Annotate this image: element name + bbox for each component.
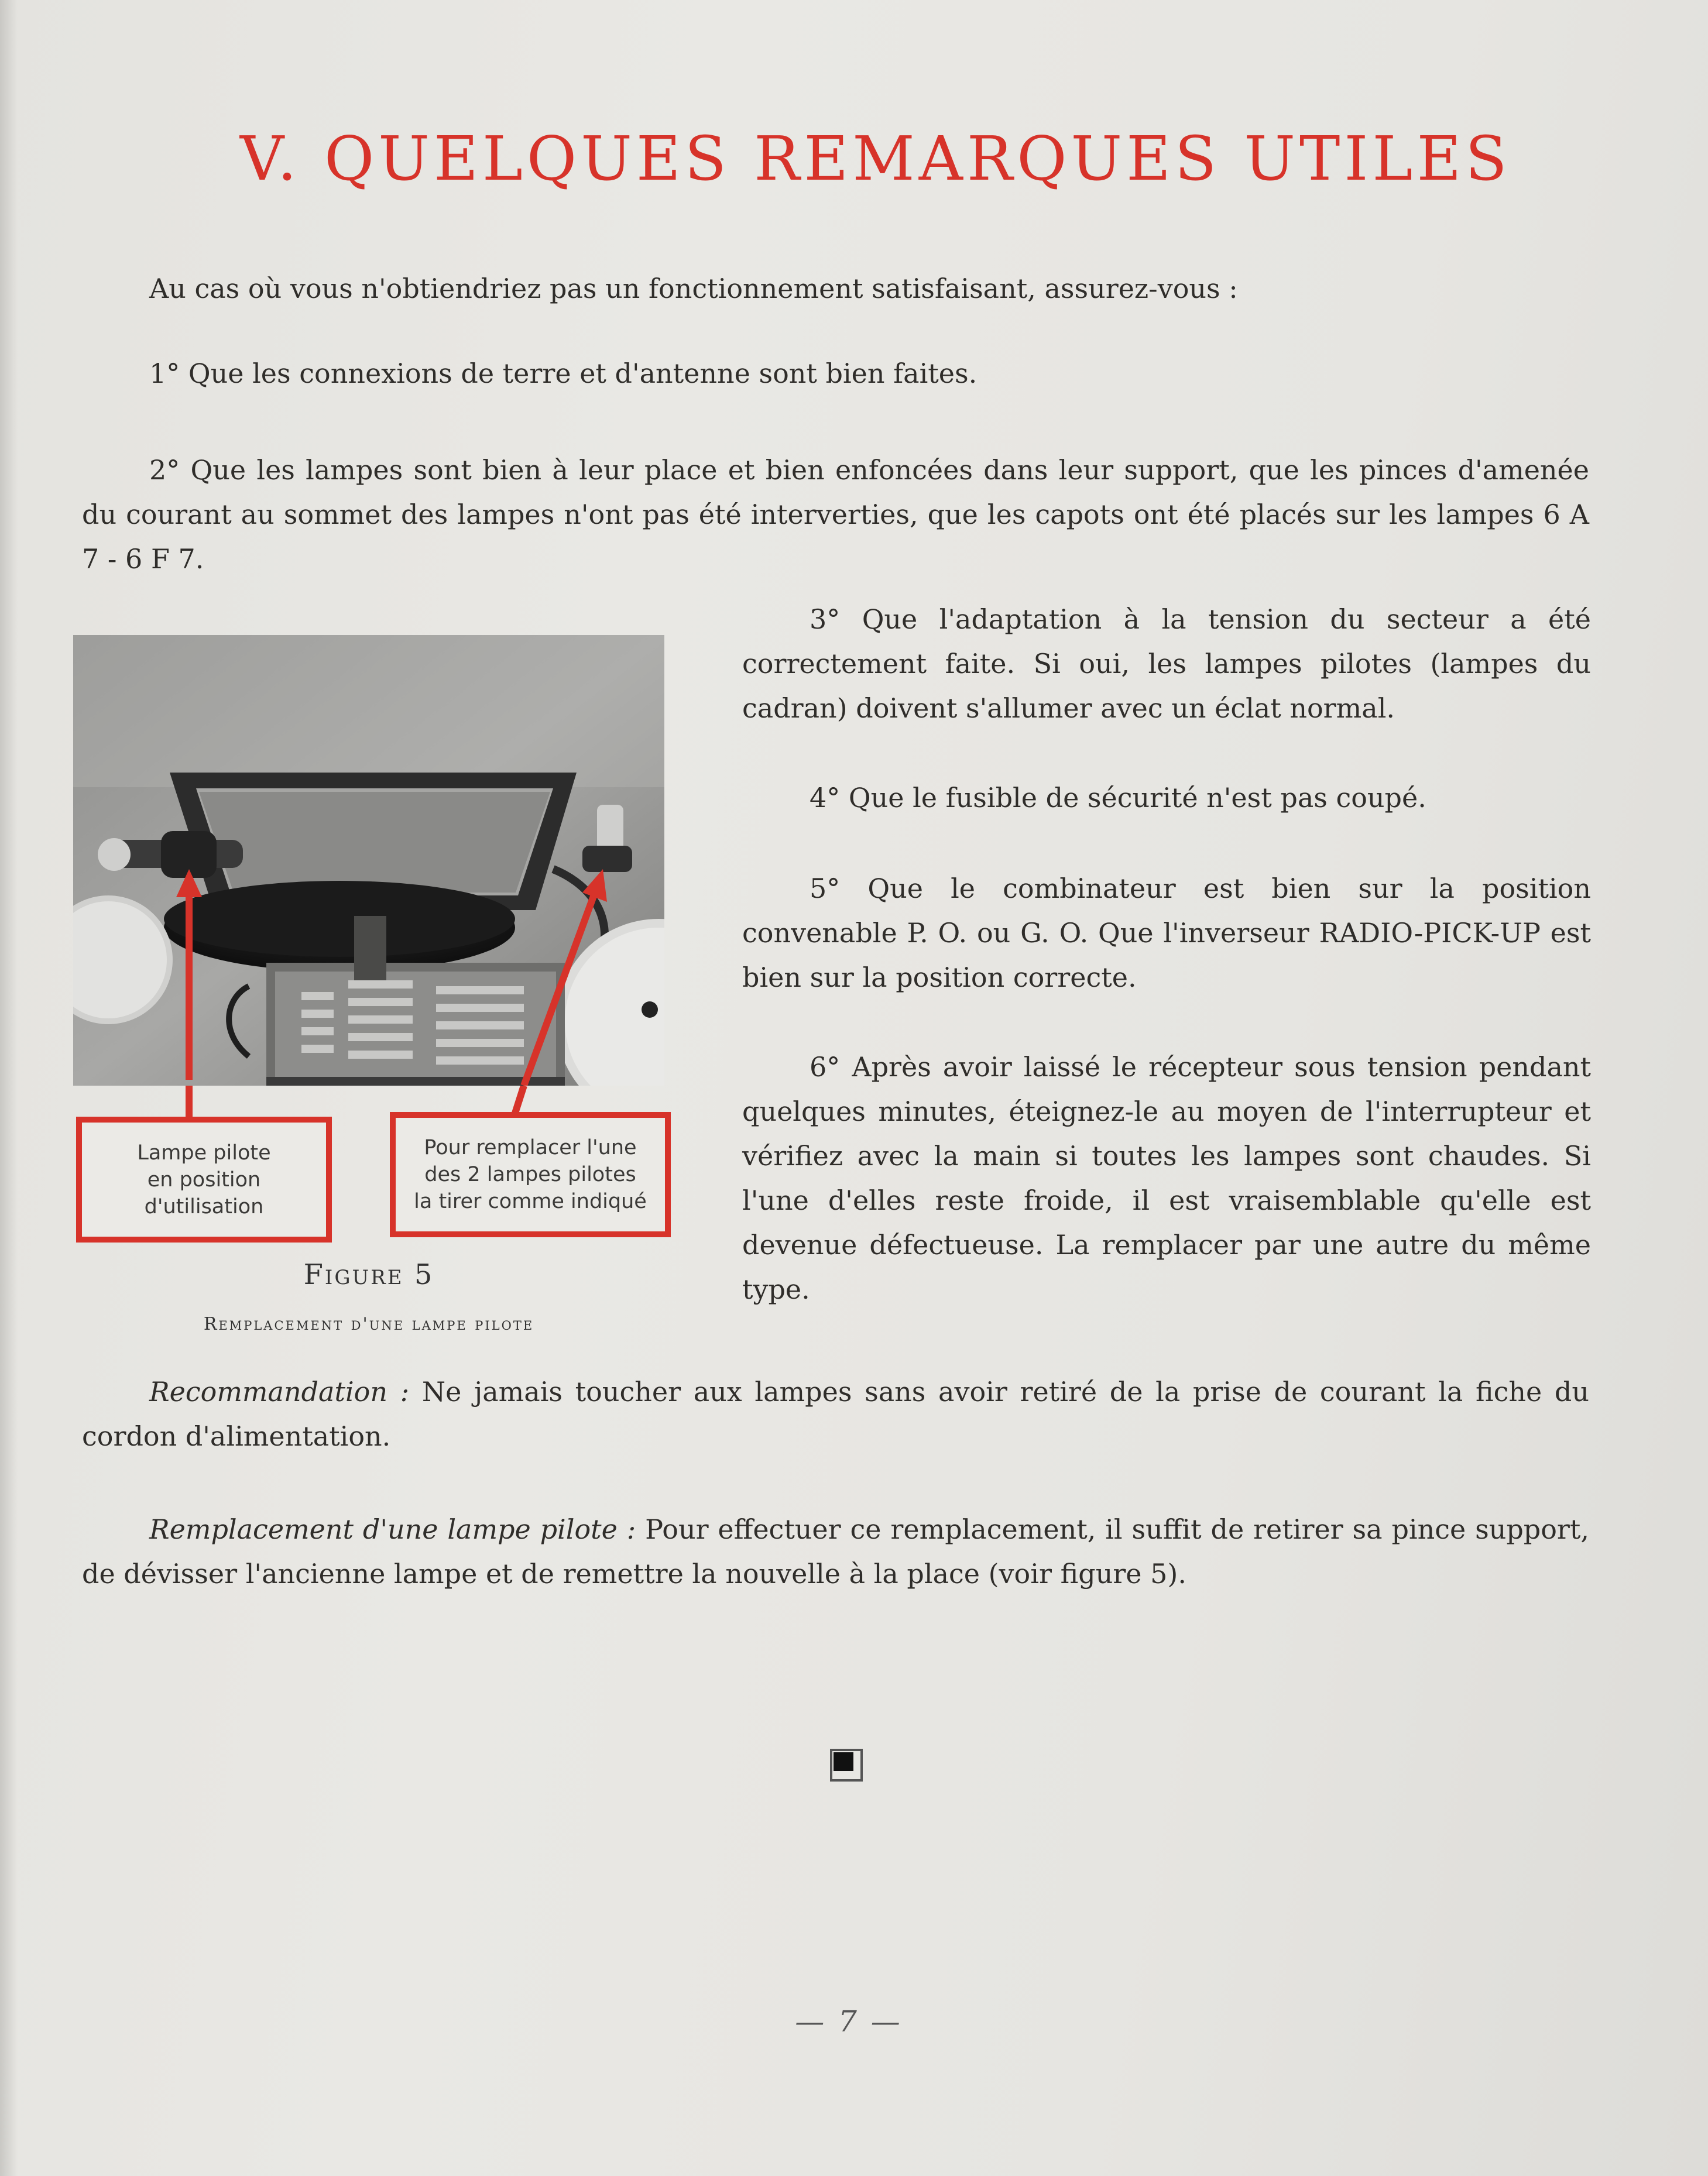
figure-caption: Figure 5 [303, 1258, 434, 1291]
callout-line: Lampe pilote [137, 1141, 271, 1165]
check-item-text: Que le fusible de sécurité n'est pas coupé. [848, 782, 1426, 814]
check-item-text: Que les connexions de terre et d'antenne sont bien faites. [188, 358, 978, 389]
check-item-number: 4° [810, 782, 841, 814]
callout-arrow-right [515, 1086, 524, 1115]
recommendation-label: Recommandation : [149, 1376, 410, 1408]
end-of-section-mark [830, 1749, 863, 1782]
callout-line: la tirer comme indiqué [414, 1190, 647, 1213]
callout-line: des 2 lampes pilotes [424, 1163, 636, 1186]
replacement-label: Remplacement d'une lampe pilote : [149, 1513, 636, 1545]
figure-subcaption: Remplacement d'une lampe pilote [203, 1314, 534, 1334]
check-item-3 [742, 597, 1591, 730]
replacement-paragraph [82, 1507, 1589, 1596]
replacement-text: Pour effectuer ce remplacement, il suffit de retirer sa pince support, de dévisser l'ancienne lampe et de remettre la nouvelle à la place (voir figure 5). [82, 1513, 1590, 1590]
intro-paragraph: Au cas où vous n'obtiendriez pas un fonctionnement satisfaisant, assurez-vous : [149, 273, 1238, 304]
check-item-1 [149, 351, 1554, 396]
check-item-number: 6° [810, 1051, 841, 1083]
callout-replace-lamp [390, 1112, 671, 1237]
check-item-number: 2° [149, 454, 180, 486]
check-item-number: 1° [149, 358, 180, 389]
check-item-text: Que les lampes sont bien à leur place et bien enfoncées dans leur support, que les pinces d'amenée du courant au sommet des lampes n'ont pas été interverties, que les capots ont été placés sur les lampes 6 A 7 - 6 F 7. [82, 454, 1589, 575]
page-number: — 7 — [795, 2005, 903, 2038]
page-edge-shadow [0, 0, 18, 2176]
check-item-6 [742, 1045, 1591, 1312]
check-item-number: 5° [810, 873, 841, 904]
check-item-5 [742, 866, 1591, 1000]
check-item-text: Après avoir laissé le récepteur sous tension pendant quelques minutes, éteignez-le au moyen de l'interrupteur et vérifiez avec la main si toutes les lampes sont chaudes. Si l'une d'elles reste froide, il est vraisemblable qu'elle est devenue défectueuse. La remplacer par une autre du même type. [742, 1051, 1591, 1305]
callout-line: Pour remplacer l'une [424, 1136, 637, 1159]
recommendation-text: Ne jamais toucher aux lampes sans avoir retiré de la prise de courant la fiche du cordon d'alimentation. [82, 1376, 1589, 1452]
page-title: V. QUELQUES REMARQUES UTILES [240, 123, 1511, 194]
check-item-text: Que l'adaptation à la tension du secteur a été correctement faite. Si oui, les lampes pilotes (lampes du cadran) doivent s'allumer avec un éclat normal. [742, 603, 1591, 724]
callout-line: en position [147, 1168, 261, 1192]
recommendation-paragraph [82, 1370, 1589, 1458]
figure-5-photo [73, 635, 664, 1086]
check-item-number: 3° [810, 603, 841, 635]
chassis-photo-illustration [73, 635, 664, 1086]
check-item-4 [742, 775, 1591, 820]
callout-lamp-in-use [76, 1117, 332, 1243]
callout-line: d'utilisation [144, 1195, 264, 1219]
check-item-2 [82, 448, 1589, 581]
check-item-text: Que le combinateur est bien sur la position convenable P. O. ou G. O. Que l'inverseur RADIO-PICK-UP est bien sur la position correcte. [742, 873, 1591, 993]
